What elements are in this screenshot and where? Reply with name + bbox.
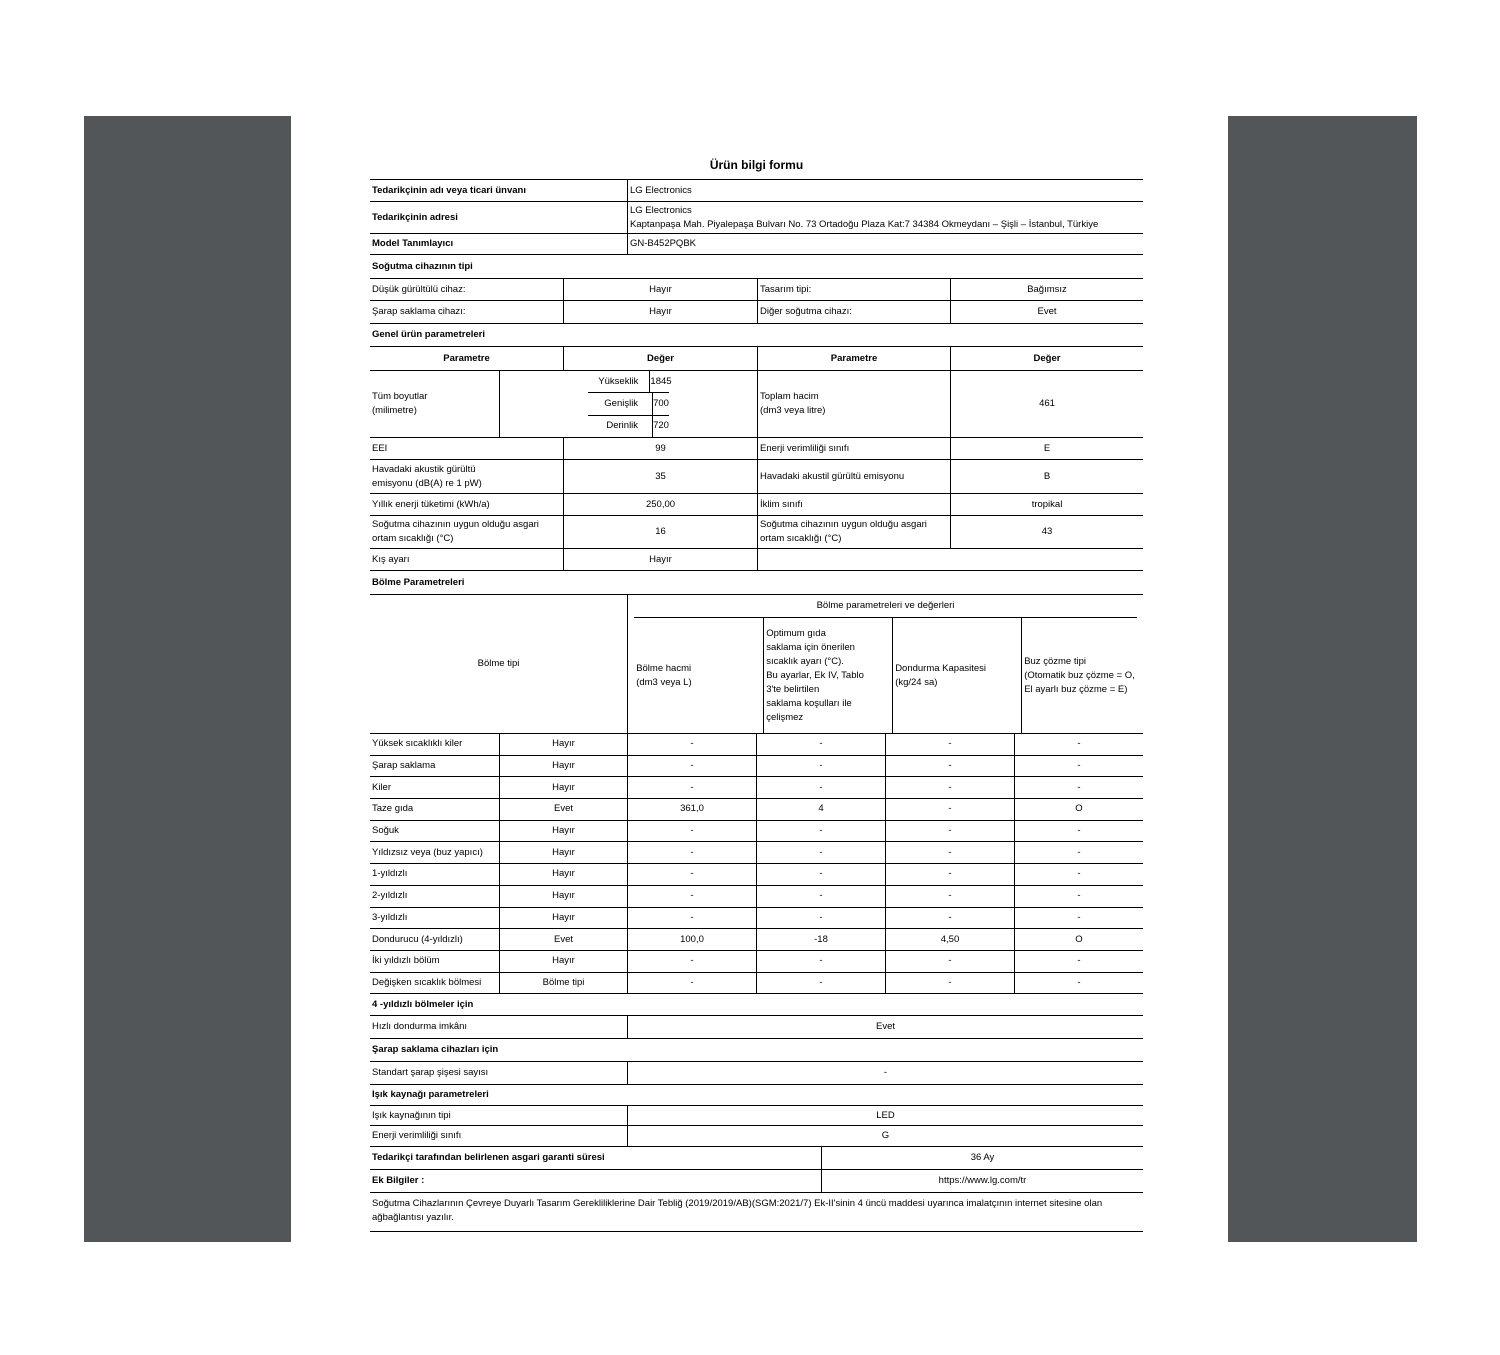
supplier-address-value (627, 202, 1143, 233)
compartment-name: Kiler (372, 781, 392, 793)
compartment-name: 1-yıldızlı (372, 868, 408, 880)
dimensions-values (499, 371, 757, 437)
compartment-row (370, 820, 1143, 842)
extra-info-row (370, 1169, 1143, 1192)
winter-label: Kış ayarı (372, 553, 410, 565)
light-heading-row (370, 1084, 1143, 1105)
noise-row (370, 459, 1143, 493)
winter-row (370, 548, 1143, 570)
temp-header-line: saklama koşulları ile (766, 697, 852, 709)
compartment-present: Hayır (499, 908, 627, 929)
compartment-volume: - (627, 734, 756, 755)
volume-header-line1: Bölme hacmi (636, 662, 692, 674)
supplier-address-label: Tedarikçinin adresi (372, 211, 458, 223)
min-temp-label-line2: ortam sıcaklığı (°C) (372, 533, 454, 544)
value-header: Değer (563, 347, 757, 370)
document-title: Ürün bilgi formu (709, 158, 804, 172)
climate-class-value: tropikal (950, 494, 1143, 515)
compartment-temp: - (756, 777, 885, 798)
compartment-temp: - (756, 886, 885, 907)
compartment-present: Hayır (499, 951, 627, 972)
compartment-defrost: - (1014, 973, 1143, 994)
general-heading: Genel ürün parametreleri (372, 329, 485, 340)
extra-info-label: Ek Bilgiler : (372, 1175, 425, 1187)
height-label: Yükseklik (598, 375, 639, 387)
temp-header-line: 3'te belirtilen (766, 683, 820, 695)
supplier-address-row (370, 201, 1143, 233)
max-temp-label-line1: Soğutma cihazının uygun olduğu asgari (760, 519, 927, 530)
compartment-temp: - (756, 908, 885, 929)
light-class-label: Enerji verimliliği sınıfı (372, 1130, 462, 1142)
compartment-temp: - (756, 973, 885, 994)
compartment-freeze: - (885, 908, 1014, 929)
wine-bottles-row (370, 1061, 1143, 1084)
compartment-defrost: - (1014, 864, 1143, 885)
light-type-row (370, 1105, 1143, 1125)
model-row (370, 233, 1143, 254)
compartment-temp: - (756, 821, 885, 842)
compartment-name: İki yıldızlı bölüm (372, 955, 440, 967)
defrost-header-line3: El ayarlı buz çözme = E) (1024, 683, 1128, 695)
compartment-present: Hayır (499, 886, 627, 907)
eei-row (370, 437, 1143, 459)
compartment-freeze: - (885, 756, 1014, 777)
light-class-row (370, 1125, 1143, 1146)
compartment-freeze: - (885, 864, 1014, 885)
viewer-right-margin (1228, 116, 1417, 1242)
compartment-defrost: O (1014, 799, 1143, 820)
freeze-header-line1: Dondurma Kapasitesi (895, 662, 987, 674)
compartment-name: 2-yıldızlı (372, 890, 408, 902)
wine-bottles-value: - (627, 1062, 1143, 1084)
compartment-freeze: - (885, 886, 1014, 907)
compartment-row (370, 776, 1143, 798)
compartment-present: Evet (499, 799, 627, 820)
compartment-present: Hayır (499, 777, 627, 798)
compartment-freeze: - (885, 973, 1014, 994)
depth-value: 720 (652, 416, 669, 437)
compartment-defrost: - (1014, 734, 1143, 755)
freeze-header-line2: (kg/24 sa) (895, 676, 938, 688)
total-volume-label (757, 371, 950, 437)
depth-label: Derinlik (606, 420, 639, 432)
energy-class-label: Enerji verimliliği sınıfı (757, 438, 950, 459)
min-temp-value: 16 (563, 516, 757, 548)
wine-heading-row (370, 1038, 1143, 1061)
annual-energy-value: 250,00 (563, 494, 757, 515)
compartment-volume: - (627, 973, 756, 994)
compartments-header-row (370, 594, 1143, 733)
compartment-name: Şarap saklama (372, 760, 436, 772)
compartment-freeze: - (885, 734, 1014, 755)
compartment-freeze: 4,50 (885, 929, 1014, 950)
width-value: 700 (652, 393, 669, 414)
noise-class-value: B (950, 460, 1143, 493)
ambient-temp-row (370, 515, 1143, 548)
max-temp-value: 43 (950, 516, 1143, 548)
compartment-row (370, 928, 1143, 950)
temp-header-line: Bu ayarlar, Ek IV, Tablo (766, 669, 864, 681)
fast-freeze-value: Evet (627, 1016, 1143, 1038)
warranty-label: Tedarikçi tarafından belirlenen asgari garanti süresi (372, 1152, 605, 1164)
extra-info-link[interactable]: https://www.lg.com/tr (821, 1170, 1143, 1192)
compartment-type-header: Bölme tipi (477, 658, 520, 669)
width-label: Genişlik (604, 397, 639, 409)
compartment-present: Hayır (499, 821, 627, 842)
compartment-volume: 361,0 (627, 799, 756, 820)
compartment-row (370, 972, 1143, 994)
wine-appliance-row (370, 300, 1143, 323)
compartment-present: Hayır (499, 842, 627, 863)
compartment-temp: - (756, 756, 885, 777)
noise-label (370, 460, 563, 493)
eei-label: EEI (372, 442, 388, 454)
height-row (585, 371, 671, 392)
wine-heading: Şarap saklama cihazları için (372, 1044, 499, 1056)
compartment-volume: - (627, 777, 756, 798)
compartment-defrost: O (1014, 929, 1143, 950)
compartment-freeze: - (885, 821, 1014, 842)
winter-value: Hayır (563, 549, 757, 570)
climate-class-label: İklim sınıfı (757, 494, 950, 515)
compartment-present: Hayır (499, 756, 627, 777)
compartment-group-header: Bölme parametreleri ve değerleri (816, 600, 955, 611)
compartment-volume: - (627, 908, 756, 929)
compartment-volume: - (627, 842, 756, 863)
compartment-present: Hayır (499, 734, 627, 755)
low-noise-row (370, 278, 1143, 300)
compartment-defrost: - (1014, 886, 1143, 907)
compartment-present: Hayır (499, 864, 627, 885)
light-type-label: Işık kaynağının tipi (372, 1109, 451, 1121)
supplier-name-label: Tedarikçinin adı veya ticari ünvanı (372, 184, 526, 196)
type-heading-row (370, 254, 1143, 278)
volume-header (634, 618, 763, 733)
dimensions-label (370, 371, 499, 437)
energy-class-value: E (950, 438, 1143, 459)
annual-energy-label: Yıllık enerji tüketimi (kWh/a) (372, 498, 490, 510)
general-heading-row (370, 323, 1143, 346)
warranty-row (370, 1146, 1143, 1169)
compartment-name: Soğuk (372, 825, 399, 837)
four-star-heading: 4 -yıldızlı bölmeler için (372, 998, 474, 1010)
total-volume-label-line2: (dm3 veya litre) (760, 405, 826, 416)
temp-header-line: çelişmez (766, 711, 804, 723)
light-class-value: G (627, 1126, 1143, 1146)
compartment-freeze: - (885, 951, 1014, 972)
wine-appliance-label: Şarap saklama cihazı: (372, 306, 466, 317)
compartment-values-header (627, 595, 1143, 733)
compartment-name: Dondurucu (4-yıldızlı) (372, 933, 463, 945)
param-header: Parametre (443, 352, 490, 364)
depth-row (588, 415, 669, 437)
compartment-freeze: - (885, 799, 1014, 820)
param-header-2: Parametre (757, 347, 950, 370)
compartment-name: Taze gıda (372, 803, 414, 815)
compartment-volume: - (627, 864, 756, 885)
compartment-volume: - (627, 756, 756, 777)
noise-class-label: Havadaki akustil gürültü emisyonu (757, 460, 950, 493)
four-star-heading-row (370, 993, 1143, 1015)
noise-value: 35 (563, 460, 757, 493)
freeze-capacity-header (892, 618, 1021, 733)
wine-bottles-label: Standart şarap şişesi sayısı (372, 1067, 489, 1079)
compartment-temp: - (756, 864, 885, 885)
compartment-rows (370, 733, 1143, 993)
compartment-row (370, 863, 1143, 885)
compartment-defrost: - (1014, 908, 1143, 929)
design-type-label: Tasarım tipi: (757, 279, 950, 300)
compartment-defrost: - (1014, 821, 1143, 842)
compartment-temp: 4 (756, 799, 885, 820)
type-heading: Soğutma cihazının tipi (372, 260, 473, 272)
compartment-row (370, 733, 1143, 755)
max-temp-label-line2: ortam sıcaklığı (°C) (760, 533, 842, 544)
compartment-volume: 100,0 (627, 929, 756, 950)
temp-header-line: Optimum gıda (766, 627, 826, 639)
min-temp-label-line1: Soğutma cihazının uygun olduğu asgari (372, 519, 539, 530)
product-info-form (370, 179, 1143, 1232)
temp-header (763, 618, 892, 733)
min-temp-label (370, 516, 563, 548)
fast-freeze-label: Hızlı dondurma imkânı (372, 1021, 468, 1033)
height-value: 1845 (649, 371, 671, 392)
dimensions-label-line1: Tüm boyutlar (372, 391, 428, 402)
compartment-subheaders (634, 617, 1137, 733)
compartment-present: Evet (499, 929, 627, 950)
compartment-freeze: - (885, 777, 1014, 798)
regulation-footnote: Soğutma Cihazlarının Çevreye Duyarlı Tasarım Gerekliliklerine Dair Tebliğ (2019/2019/AB)(SGM:2021/7) Ek-II'sinin 4 üncü maddesi uyarınca imalatçının internet sitesine olan ağbağlantısı yazılır. (370, 1192, 1143, 1232)
compartments-heading-row (370, 570, 1143, 594)
supplier-name-row (370, 179, 1143, 201)
compartment-temp: -18 (756, 929, 885, 950)
volume-header-line2: (dm3 veya L) (636, 676, 692, 688)
warranty-value: 36 Ay (821, 1147, 1143, 1169)
width-row (588, 392, 669, 414)
compartment-defrost: - (1014, 777, 1143, 798)
supplier-name-value: LG Electronics (627, 180, 1143, 201)
compartment-present: Bölme tipi (499, 973, 627, 994)
defrost-header-line2: (Otomatik buz çözme = O, (1024, 669, 1135, 681)
low-noise-value: Hayır (563, 279, 757, 300)
compartment-row (370, 885, 1143, 907)
compartment-defrost: - (1014, 756, 1143, 777)
compartment-defrost: - (1014, 842, 1143, 863)
compartments-heading: Bölme Parametreleri (372, 576, 465, 588)
viewer-left-margin (84, 116, 291, 1242)
fast-freeze-row (370, 1015, 1143, 1038)
temp-header-line: sıcaklık ayarı (°C). (766, 655, 844, 667)
compartment-temp: - (756, 842, 885, 863)
total-volume-value: 461 (950, 371, 1143, 437)
general-header-row (370, 346, 1143, 370)
other-appliance-value: Evet (950, 301, 1143, 323)
dimensions-label-line2: (milimetre) (372, 405, 417, 416)
compartment-name: Değişken sıcaklık bölmesi (372, 976, 482, 988)
compartment-row (370, 798, 1143, 820)
light-type-value: LED (627, 1106, 1143, 1125)
wine-appliance-value: Hayır (563, 301, 757, 323)
noise-label-line2: emisyonu (dB(A) re 1 pW) (372, 477, 482, 489)
compartment-name: Yıldızsız veya (buz yapıcı) (372, 846, 483, 858)
model-value: GN-B452PQBK (627, 234, 1143, 254)
compartment-row (370, 755, 1143, 777)
annual-energy-row (370, 493, 1143, 515)
compartment-volume: - (627, 886, 756, 907)
eei-value: 99 (563, 438, 757, 459)
light-heading: Işık kaynağı parametreleri (372, 1089, 489, 1101)
compartment-row (370, 950, 1143, 972)
winter-empty-cell (757, 549, 1143, 570)
low-noise-label: Düşük gürültülü cihaz: (372, 283, 466, 295)
noise-label-line1: Havadaki akustik gürültü (372, 463, 476, 475)
design-type-value: Bağımsız (950, 279, 1143, 300)
supplier-address-line1: LG Electronics (630, 204, 692, 216)
compartment-temp: - (756, 734, 885, 755)
compartment-volume: - (627, 821, 756, 842)
total-volume-label-line1: Toplam hacim (760, 391, 819, 402)
dimensions-row (370, 370, 1143, 437)
other-appliance-label: Diğer soğutma cihazı: (757, 301, 950, 323)
compartment-name: Yüksek sıcaklıklı kiler (372, 738, 463, 750)
compartment-defrost: - (1014, 951, 1143, 972)
defrost-header-line1: Buz çözme tipi (1024, 655, 1086, 667)
compartment-row (370, 841, 1143, 863)
max-temp-label (757, 516, 950, 548)
compartment-volume: - (627, 951, 756, 972)
compartment-name: 3-yıldızlı (372, 911, 408, 923)
supplier-address-line2: Kaptanpaşa Mah. Piyalepaşa Bulvarı No. 73 Ortadoğu Plaza Kat:7 34384 Okmeydanı – Şişli – İstanbul, Türkiye (630, 218, 1099, 230)
model-label: Model Tanımlayıcı (372, 238, 454, 249)
compartment-temp: - (756, 951, 885, 972)
compartment-row (370, 907, 1143, 929)
value-header-2: Değer (950, 347, 1143, 370)
defrost-header (1021, 618, 1137, 733)
compartment-freeze: - (885, 842, 1014, 863)
temp-header-line: saklama için önerilen (766, 641, 855, 653)
